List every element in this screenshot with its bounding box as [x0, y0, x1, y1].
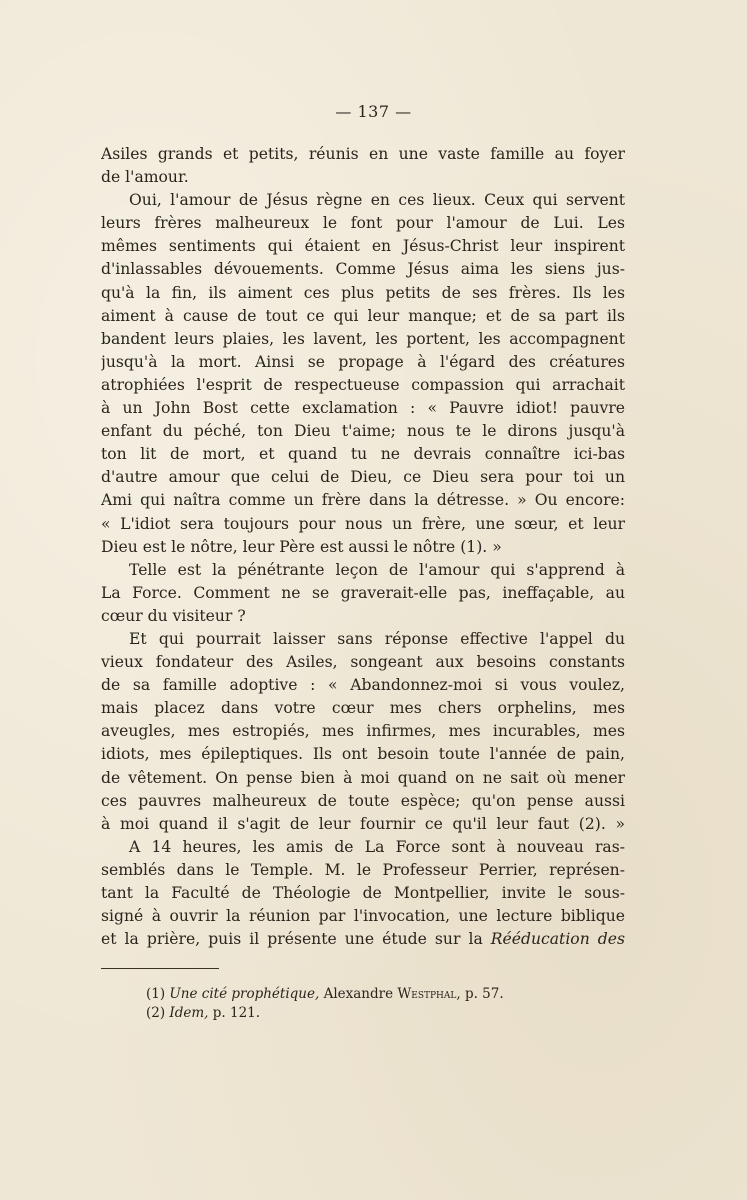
footnote-marker: (2): [146, 1005, 170, 1021]
text-line: La Force. Comment ne se graverait-elle pas, ineffaçable, au: [101, 583, 625, 602]
text-line: Asiles grands et petits, réunis en une vaste famille au foyer: [101, 145, 625, 163]
text-line: qu'à la fin, ils aiment ces plus petits de ses frères. Ils les: [101, 283, 625, 302]
text-line: Et qui pourrait laisser sans réponse effective l'appel du: [129, 629, 625, 648]
footnote-1: [146, 985, 504, 1004]
text-line-last: [101, 928, 625, 951]
text-line: ton lit de mort, et quand tu ne devrais connaître ici-bas: [101, 445, 625, 464]
text-span: et la prière, puis il présente une étude sur la: [101, 930, 491, 949]
footnote-author: Westphal: [397, 986, 457, 1002]
text-line: idiots, mes épileptiques. Ils ont besoin toute l'année de pain,: [101, 745, 625, 764]
text-line: atrophiées l'esprit de respectueuse compassion qui arrachait: [101, 375, 625, 394]
text-line: « L'idiot sera toujours pour nous un frère, une sœur, et leur: [101, 514, 625, 533]
footnote-title: Une cité prophétique,: [169, 986, 320, 1002]
text-line: Dieu est le nôtre, leur Père est aussi le nôtre (1). »: [101, 537, 502, 556]
text-line: d'inlassables dévouements. Comme Jésus aima les siens jus-: [101, 260, 625, 279]
footnote-text: Alexandre: [319, 986, 398, 1002]
footnote-text: p. 121.: [208, 1005, 261, 1021]
footnote-tail: , p. 57.: [456, 986, 504, 1002]
text-line: mais placez dans votre cœur mes chers orphelins, mes: [101, 699, 625, 718]
text-line: aveugles, mes estropiés, mes infirmes, mes incurables, mes: [101, 722, 625, 741]
footnote-title: Idem,: [169, 1005, 209, 1021]
text-line: de vêtement. On pense bien à moi quand on ne sait où mener: [101, 768, 625, 787]
text-line: semblés dans le Temple. M. le Professeur Perrier, représen-: [101, 860, 625, 879]
page-number: — 137 —: [335, 102, 412, 121]
text-line: Ami qui naîtra comme un frère dans la détresse. » Ou encore:: [101, 491, 625, 510]
body-text: [101, 143, 625, 951]
footnotes: [146, 985, 504, 1023]
text-line: vieux fondateur des Asiles, songeant aux besoins constants: [101, 653, 625, 672]
text-line: signé à ouvrir la réunion par l'invocation, une lecture biblique: [101, 907, 625, 926]
text-line: leurs frères malheureux le font pour l'amour de Lui. Les: [101, 214, 625, 233]
text-line: Oui, l'amour de Jésus règne en ces lieux. Ceux qui servent: [129, 191, 625, 210]
text-line: Telle est la pénétrante leçon de l'amour qui s'apprend à: [129, 560, 625, 579]
text-line: tant la Faculté de Théologie de Montpellier, invite le sous-: [101, 884, 625, 902]
text-line: A 14 heures, les amis de La Force sont à nouveau ras-: [129, 837, 625, 856]
text-line: jusqu'à la mort. Ainsi se propage à l'égard des créatures: [101, 352, 625, 371]
footnote-marker: (1): [146, 986, 170, 1002]
text-line: ces pauvres malheureux de toute espèce; qu'on pense aussi: [101, 791, 625, 810]
footnote-2: [146, 1004, 504, 1023]
text-line: aiment à cause de tout ce qui leur manque; et de sa part ils: [101, 306, 625, 325]
italic-title: Rééducation des: [490, 930, 625, 949]
text-line: de sa famille adoptive : « Abandonnez-moi si vous voulez,: [101, 676, 625, 695]
text-line: mêmes sentiments qui étaient en Jésus-Christ leur inspirent: [101, 237, 625, 256]
text-line: d'autre amour que celui de Dieu, ce Dieu sera pour toi un: [101, 468, 625, 487]
text-line: bandent leurs plaies, les lavent, les portent, les accompagnent: [101, 329, 625, 348]
footnote-rule: [101, 968, 219, 969]
text-line: à un John Bost cette exclamation : « Pauvre idiot! pauvre: [101, 399, 625, 418]
text-line: enfant du péché, ton Dieu t'aime; nous te le dirons jusqu'à: [101, 422, 625, 441]
text-line: à moi quand il s'agit de leur fournir ce qu'il leur faut (2). »: [101, 814, 625, 833]
text-line: de l'amour.: [101, 168, 189, 187]
text-line: cœur du visiteur ?: [101, 606, 246, 625]
